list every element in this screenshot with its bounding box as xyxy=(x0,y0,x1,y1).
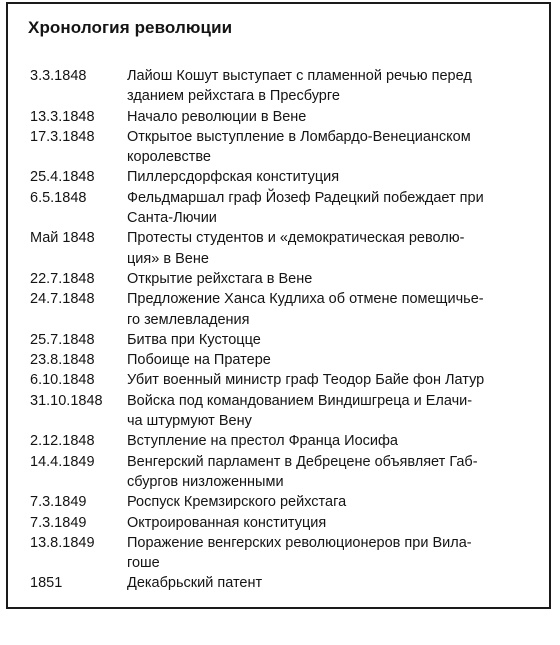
event-line: Побоище на Пратере xyxy=(127,352,271,369)
chronology-row xyxy=(30,289,540,330)
event-date: 1851 xyxy=(30,575,63,592)
event-line: Войска под командованием Виндишгреца и Елачи- xyxy=(127,392,473,409)
event-date: 17.3.1848 xyxy=(30,128,95,145)
event-date: 23.8.1848 xyxy=(30,352,95,369)
event-line: Вступление на престол Франца Иосифа xyxy=(127,433,398,450)
chronology-row xyxy=(30,492,540,512)
event-line: Санта-Лючии xyxy=(127,210,217,227)
event-description xyxy=(127,391,540,432)
event-date: 7.3.1849 xyxy=(30,514,87,531)
event-line: Начало революции в Вене xyxy=(127,108,307,125)
event-description xyxy=(127,533,540,574)
event-line: Роспуск Кремзирского рейхстага xyxy=(127,494,347,511)
event-description xyxy=(127,188,540,229)
event-line: Битва при Кустоцце xyxy=(127,331,261,348)
chronology-row xyxy=(30,107,540,127)
event-date: 6.5.1848 xyxy=(30,189,87,206)
chronology-row xyxy=(30,228,540,269)
chronology-row xyxy=(30,350,540,370)
chronology-row xyxy=(30,452,540,493)
chronology-row xyxy=(30,431,540,451)
event-description xyxy=(127,452,540,493)
chronology-row xyxy=(30,127,540,168)
event-date: 31.10.1848 xyxy=(30,392,103,409)
event-line: гоше xyxy=(127,555,160,572)
event-line: Декабрьский патент xyxy=(127,575,263,592)
event-date: 13.3.1848 xyxy=(30,108,95,125)
event-line: Венгерский парламент в Дебрецене объявляет Габ- xyxy=(127,453,478,470)
event-description xyxy=(127,167,540,187)
event-line: Лайош Кошут выступает с пламенной речью перед xyxy=(127,68,472,84)
event-date: 13.8.1849 xyxy=(30,534,95,551)
event-date: 14.4.1849 xyxy=(30,453,95,470)
event-line: Открытое выступление в Ломбардо-Венецианском xyxy=(127,128,471,145)
event-description xyxy=(127,66,540,107)
chronology-row xyxy=(30,167,540,187)
chronology-row xyxy=(30,269,540,289)
chronology-row xyxy=(30,573,540,593)
event-line: Открытие рейхстага в Вене xyxy=(127,270,313,287)
event-line: Протесты студентов и «демократическая револю- xyxy=(127,230,465,247)
event-description xyxy=(127,269,540,289)
chronology-row xyxy=(30,533,540,574)
event-line: зданием рейхстага в Пресбурге xyxy=(127,88,340,105)
event-date: 6.10.1848 xyxy=(30,372,95,389)
event-description xyxy=(127,573,540,593)
chronology-title: Хронология революции xyxy=(28,18,233,37)
event-line: Убит военный министр граф Теодор Байе фон Латур xyxy=(127,372,485,389)
event-line: Поражение венгерских революционеров при Вила- xyxy=(127,534,472,551)
chronology-row xyxy=(30,513,540,533)
event-description xyxy=(127,330,540,350)
event-description xyxy=(127,127,540,168)
chronology-row xyxy=(30,391,540,432)
event-description xyxy=(127,513,540,533)
chronology-table xyxy=(30,66,540,594)
event-line: ция» в Вене xyxy=(127,250,209,267)
event-date: 25.7.1848 xyxy=(30,331,95,348)
event-date: 7.3.1849 xyxy=(30,494,87,511)
chronology-row xyxy=(30,66,540,107)
event-line: го землевладения xyxy=(127,311,250,328)
event-line: Фельдмаршал граф Йозеф Радецкий побеждает при xyxy=(127,189,484,206)
chronology-row xyxy=(30,330,540,350)
event-line: Пиллерсдорфская конституция xyxy=(127,169,340,186)
event-date: 2.12.1848 xyxy=(30,433,95,450)
chronology-row xyxy=(30,370,540,390)
event-line: сбургов низложенными xyxy=(127,473,284,490)
event-date: 22.7.1848 xyxy=(30,270,95,287)
event-line: ча штурмуют Вену xyxy=(127,413,252,430)
event-date: 24.7.1848 xyxy=(30,291,95,308)
event-description xyxy=(127,370,540,390)
event-description xyxy=(127,350,540,370)
event-description xyxy=(127,289,540,330)
event-description xyxy=(127,107,540,127)
event-date: 25.4.1848 xyxy=(30,169,95,186)
event-line: королевстве xyxy=(127,149,211,166)
event-line: Октроированная конституция xyxy=(127,514,327,531)
event-line: Предложение Ханса Кудлиха об отмене помещичье- xyxy=(127,291,484,308)
event-description xyxy=(127,228,540,269)
event-description xyxy=(127,492,540,512)
event-date: Май 1848 xyxy=(30,230,95,247)
event-date: 3.3.1848 xyxy=(30,68,87,84)
chronology-row xyxy=(30,188,540,229)
event-description xyxy=(127,431,540,451)
